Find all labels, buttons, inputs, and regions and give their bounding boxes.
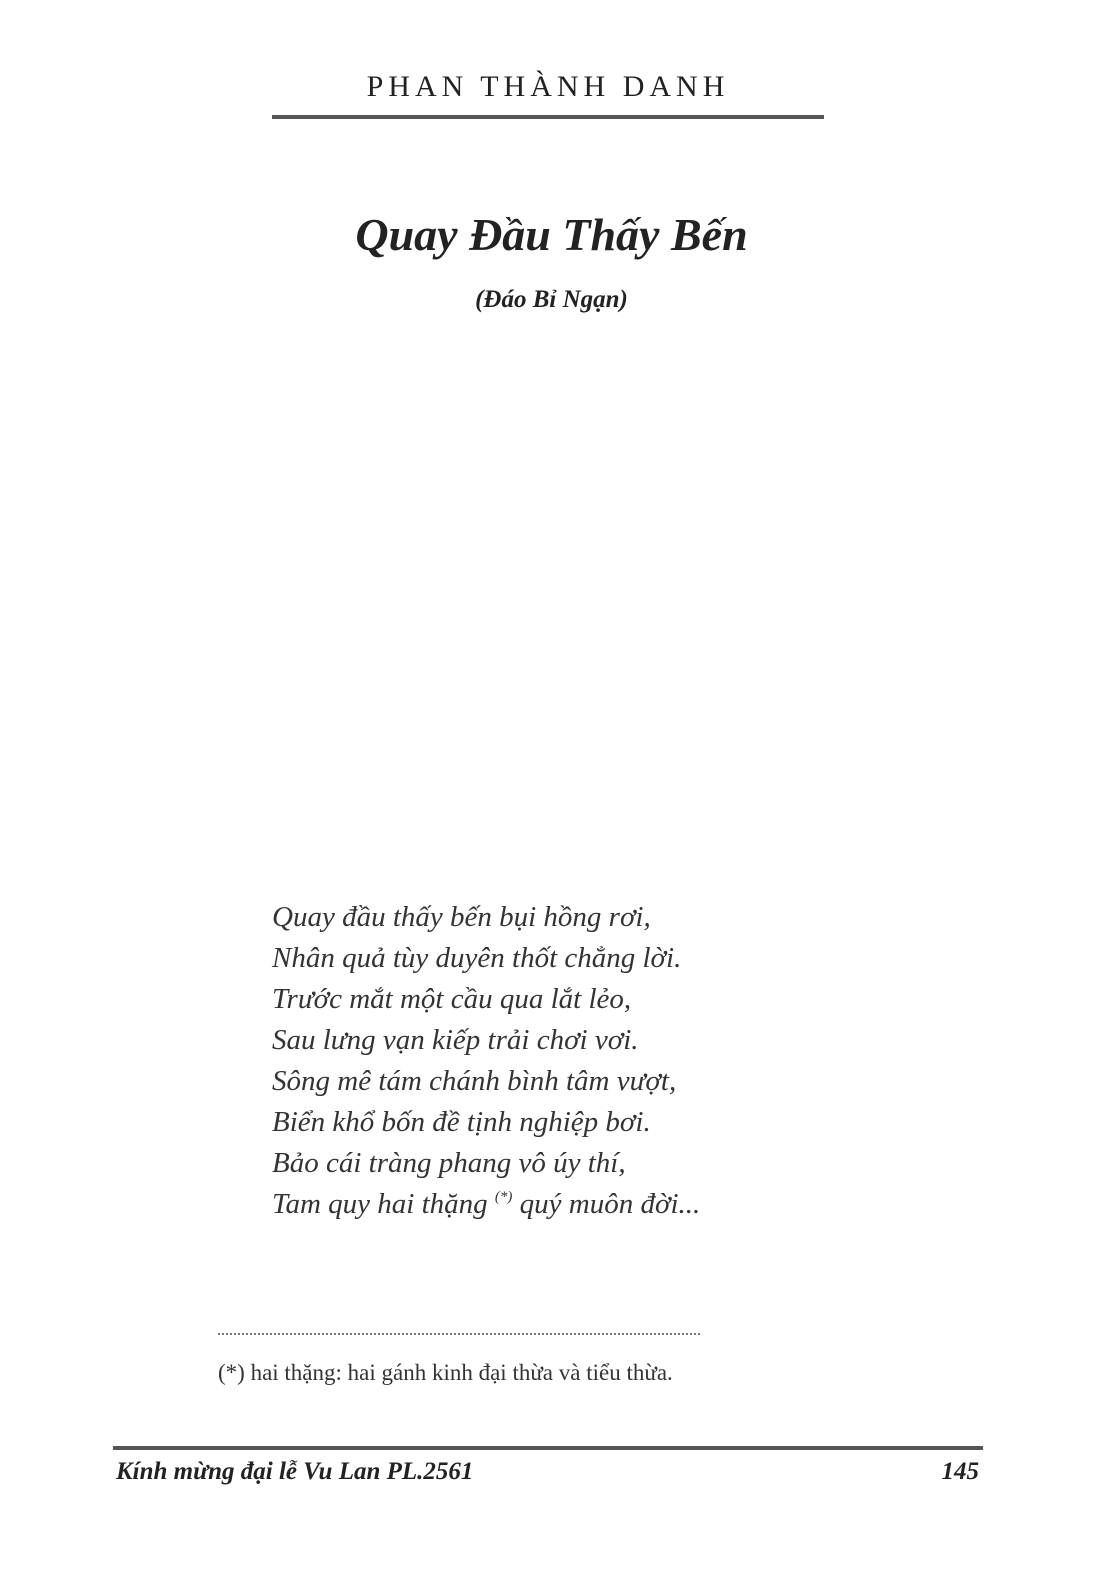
- footnote-marker[interactable]: (*): [494, 1189, 513, 1205]
- poem-line: Sông mê tám chánh bình tâm vượt,: [272, 1065, 677, 1097]
- poem-line: Quay đầu thấy bến bụi hồng rơi,: [272, 901, 651, 933]
- poem-body: [272, 897, 872, 1225]
- poem-line-last: [272, 1184, 872, 1225]
- poem-line: Trước mắt một cầu qua lắt lẻo,: [272, 983, 632, 1015]
- poem-line: Bảo cái tràng phang vô úy thí,: [272, 1147, 626, 1179]
- footer-rule: [113, 1446, 983, 1450]
- poem-line-last-end: quý muôn đời...: [512, 1188, 701, 1220]
- poem-line: Biển khổ bốn đề tịnh nghiệp bơi.: [272, 1106, 651, 1138]
- footnote-separator: [218, 1333, 700, 1335]
- poem-subtitle: (Đáo Bỉ Ngạn): [475, 286, 628, 313]
- poem-line: Sau lưng vạn kiếp trải chơi vơi.: [272, 1024, 639, 1056]
- poem-line: Nhân quả tùy duyên thốt chẳng lời.: [272, 942, 682, 974]
- footer-caption: Kính mừng đại lễ Vu Lan PL.2561: [116, 1458, 474, 1485]
- footnote: (*) hai thặng: hai gánh kinh đại thừa và tiểu thừa.: [218, 1360, 673, 1385]
- header-rule: [272, 115, 824, 119]
- page-number: 145: [941, 1458, 979, 1485]
- poem-line-last-start: Tam quy hai thặng: [272, 1188, 495, 1220]
- author-header: PHAN THÀNH DANH: [366, 70, 730, 103]
- poem-title: Quay Đầu Thấy Bến: [355, 209, 748, 260]
